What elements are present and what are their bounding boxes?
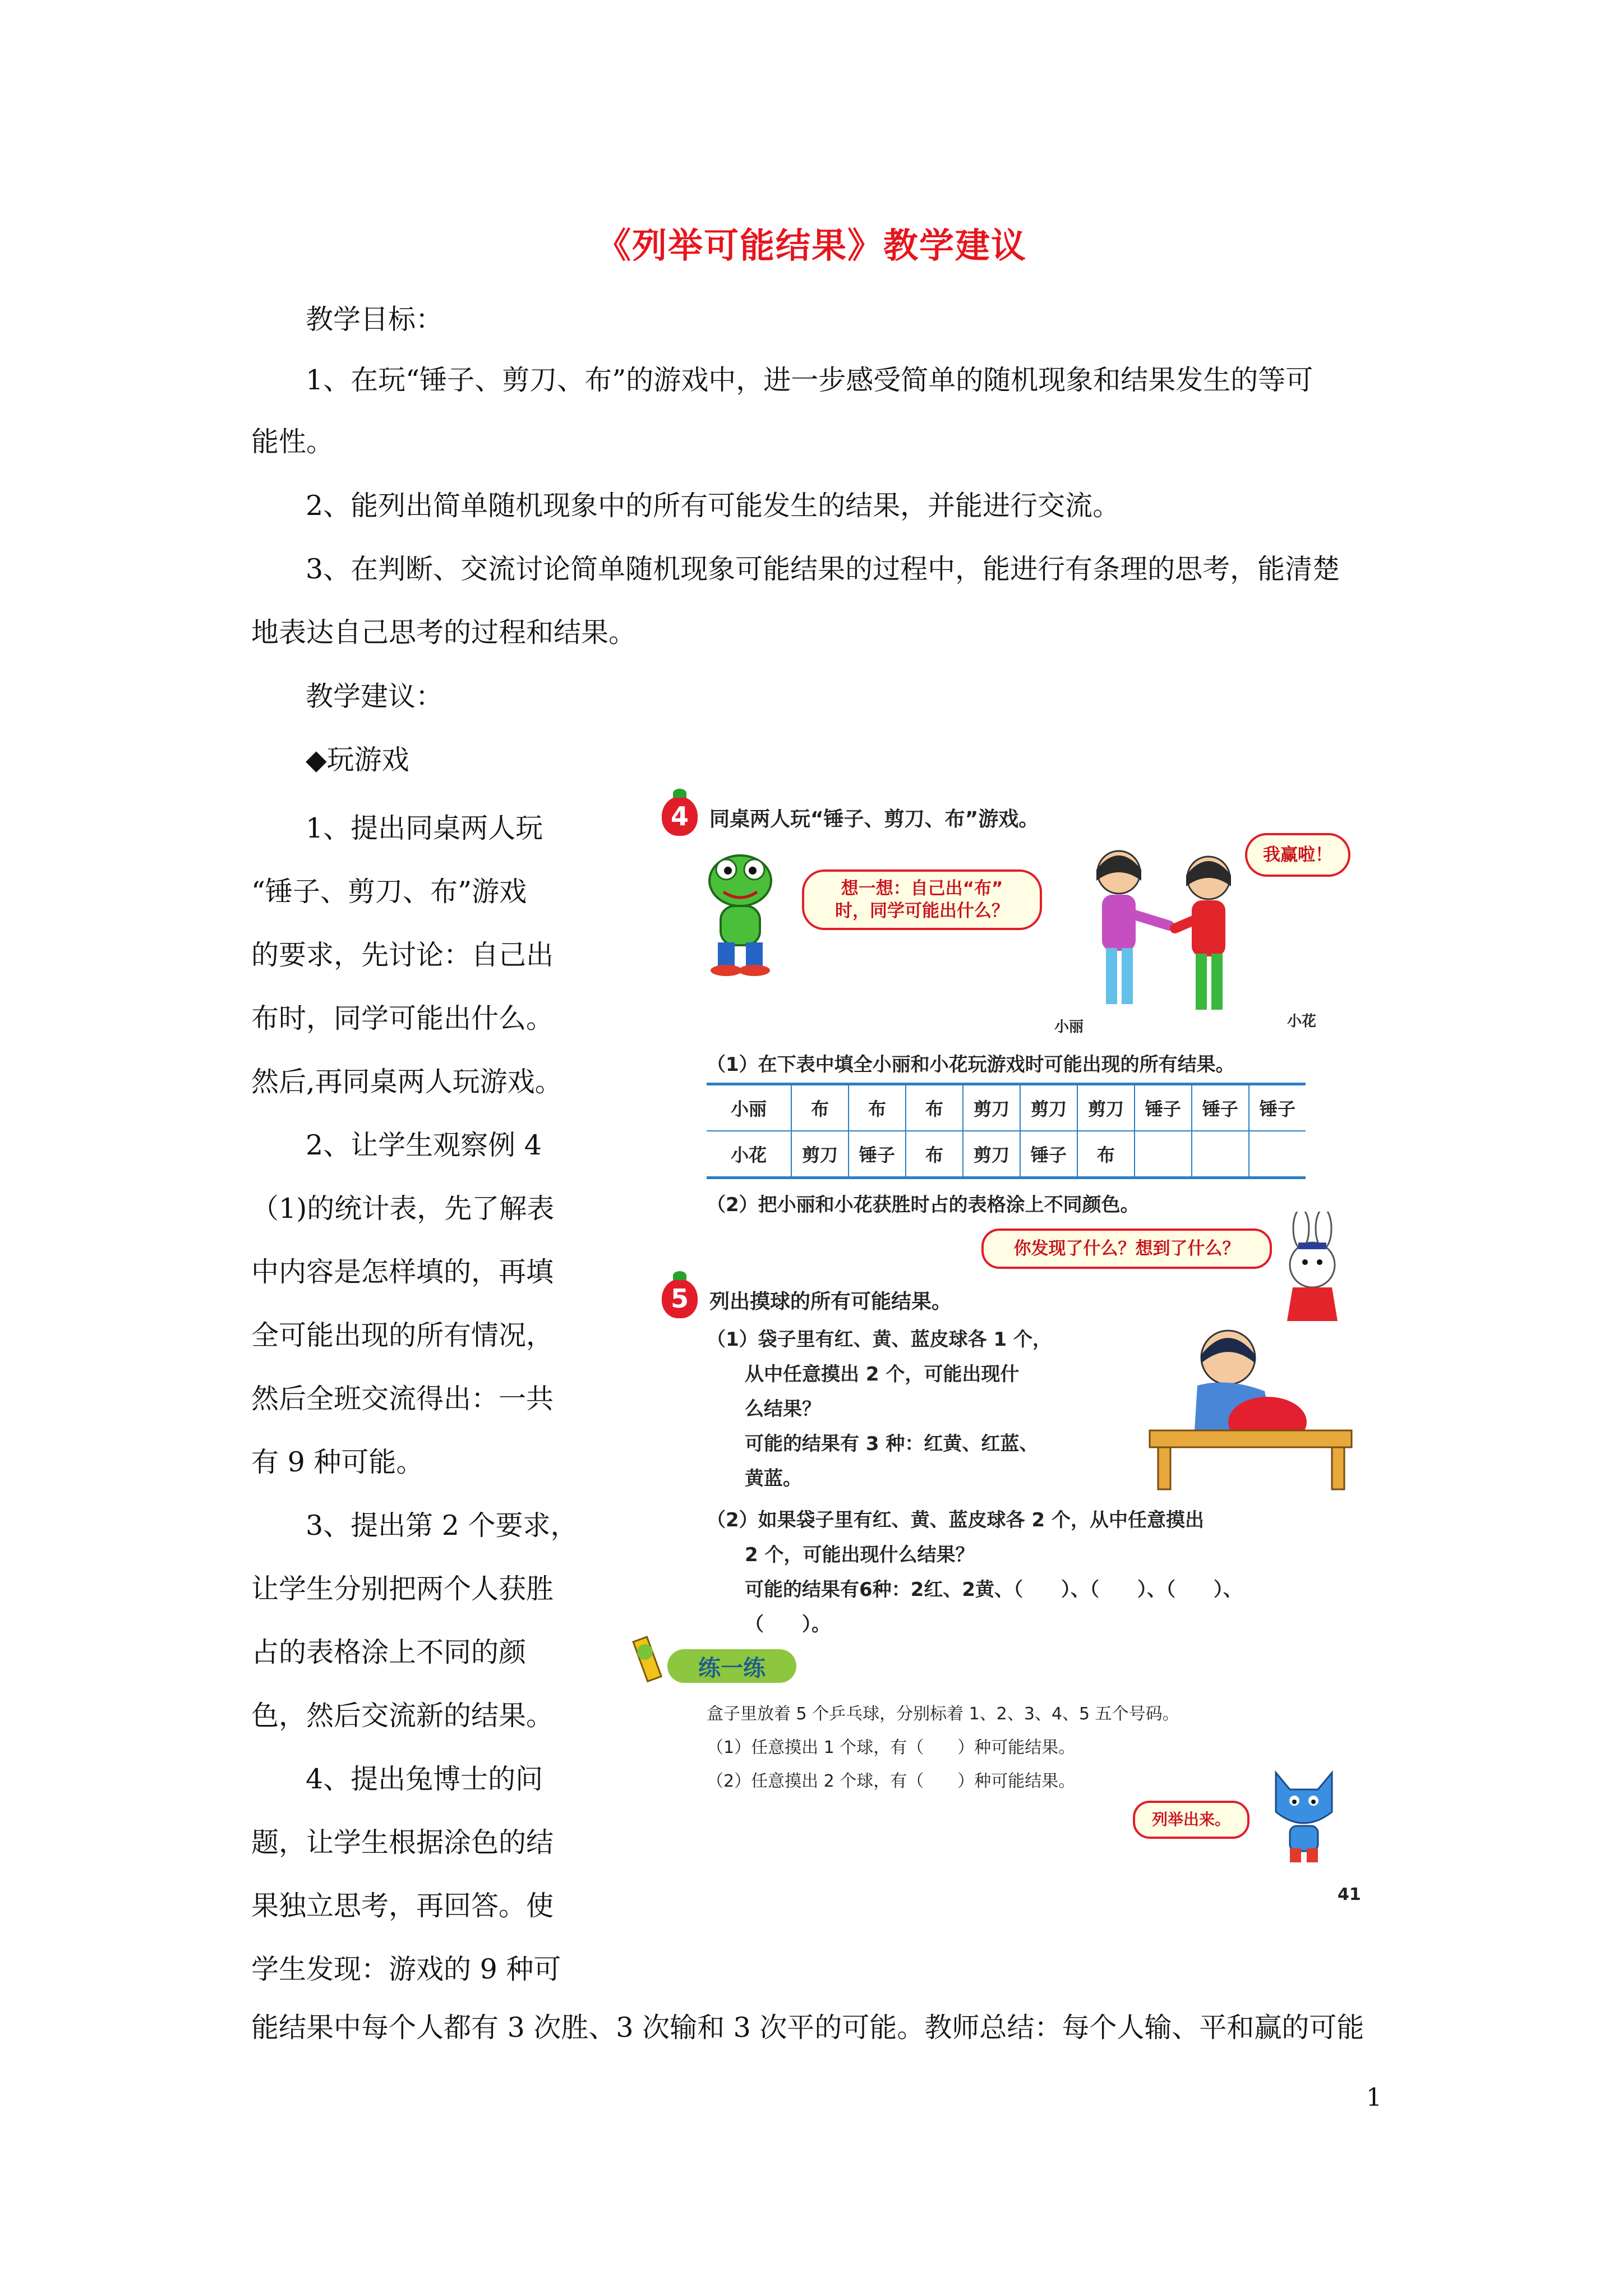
table-row bbox=[707, 1084, 1306, 1131]
goals-heading: 教学目标： bbox=[306, 303, 444, 335]
goal-2: 2、能列出简单随机现象中的所有可能发生的结果，并能进行交流。 bbox=[306, 490, 1121, 522]
win-speech-bubble: 我赢啦！ bbox=[1245, 833, 1350, 877]
table-cell bbox=[1192, 1131, 1249, 1178]
rabbit-doctor-icon bbox=[1273, 1212, 1352, 1324]
column-line: 题，让学生根据涂色的结 bbox=[251, 1826, 554, 1858]
table-row bbox=[707, 1131, 1306, 1178]
column-line: 有 9 种可能。 bbox=[251, 1446, 424, 1478]
table-cell: 剪刀 bbox=[1020, 1084, 1077, 1131]
practice-label: 练一练 bbox=[667, 1649, 796, 1683]
rabbit-speech-bubble: 你发现了什么？想到了什么？ bbox=[981, 1228, 1272, 1269]
column-line: 3、提出第 2 个要求， bbox=[306, 1510, 578, 1542]
results-table bbox=[707, 1083, 1306, 1179]
example-5-badge: 5 bbox=[662, 1279, 698, 1318]
ex5-q1-line-1: （1）袋子里有红、黄、蓝皮球各 1 个， bbox=[707, 1328, 1052, 1351]
frog-speech-bubble bbox=[802, 869, 1042, 930]
ex5-q2-line-4: （ ）。 bbox=[745, 1613, 831, 1636]
example-5-title: 列出摸球的所有可能结果。 bbox=[709, 1290, 952, 1313]
column-line: 然后,再同桌两人玩游戏。 bbox=[251, 1066, 562, 1098]
ex5-q2-line-2: 2 个，可能出现什么结果？ bbox=[745, 1544, 975, 1566]
table-cell: 小丽 bbox=[707, 1084, 791, 1131]
frog-bubble-line-1: 想一想：自己出“布” bbox=[841, 878, 1003, 899]
practice-question-1: （1）任意摸出 1 个球，有（ ）种可能结果。 bbox=[707, 1738, 1076, 1757]
column-line: （1)的统计表，先了解表 bbox=[251, 1193, 555, 1225]
question-2: （2）把小丽和小花获胜时占的表格涂上不同颜色。 bbox=[707, 1194, 1140, 1216]
column-line: “锤子、剪刀、布”游戏 bbox=[251, 876, 527, 908]
cat-speech-bubble: 列举出来。 bbox=[1133, 1801, 1249, 1839]
table-cell: 锤子 bbox=[1135, 1084, 1192, 1131]
column-line: 2、让学生观察例 4 bbox=[306, 1129, 542, 1161]
table-cell: 剪刀 bbox=[791, 1131, 849, 1178]
goal-3-line-1: 3、在判断、交流讨论简单随机现象可能结果的过程中，能进行有条理的思考，能清楚 bbox=[306, 553, 1340, 585]
column-line: 布时，同学可能出什么。 bbox=[251, 1002, 554, 1034]
table-cell: 布 bbox=[906, 1131, 963, 1178]
column-line: 中内容是怎样填的，再填 bbox=[251, 1256, 554, 1288]
question-1: （1）在下表中填全小丽和小花玩游戏时可能出现的所有结果。 bbox=[707, 1053, 1235, 1076]
frog-character-icon bbox=[701, 847, 791, 976]
table-cell bbox=[1249, 1131, 1306, 1178]
column-line: 然后全班交流得出：一共 bbox=[251, 1383, 554, 1415]
table-cell bbox=[1135, 1131, 1192, 1178]
table-cell: 剪刀 bbox=[963, 1084, 1020, 1131]
ex5-q2-line-3: 可能的结果有6种：2红、2黄、（ ）、（ ）、（ ）、 bbox=[745, 1579, 1242, 1601]
name-xiaoli: 小丽 bbox=[1054, 1019, 1084, 1036]
name-xiaohua: 小花 bbox=[1287, 1013, 1317, 1030]
column-line: 全可能出现的所有情况， bbox=[251, 1319, 554, 1351]
table-cell: 布 bbox=[849, 1084, 906, 1131]
table-cell: 锤子 bbox=[849, 1131, 906, 1178]
blue-cat-icon bbox=[1262, 1761, 1346, 1868]
table-cell: 锤子 bbox=[1249, 1084, 1306, 1131]
goal-1-line-1: 1、在玩“锤子、剪刀、布”的游戏中，进一步感受简单的随机现象和结果发生的等可 bbox=[306, 364, 1313, 396]
table-cell: 剪刀 bbox=[1077, 1084, 1135, 1131]
frog-bubble-line-2: 时，同学可能出什么？ bbox=[835, 901, 1009, 921]
column-line: 果独立思考，再回答。使 bbox=[251, 1890, 554, 1922]
column-line: 学生发现：游戏的 9 种可 bbox=[251, 1953, 561, 1985]
example-4-title: 同桌两人玩“锤子、剪刀、布”游戏。 bbox=[709, 808, 1039, 831]
ex5-q1-line-5: 黄蓝。 bbox=[745, 1467, 802, 1490]
table-cell: 布 bbox=[1077, 1131, 1135, 1178]
textbook-page-number: 41 bbox=[1338, 1885, 1361, 1904]
column-line: 的要求，先讨论：自己出 bbox=[251, 939, 554, 971]
practice-question-2: （2）任意摸出 2 个球，有（ ）种可能结果。 bbox=[707, 1772, 1076, 1791]
page-title: 《列举可能结果》教学建议 bbox=[596, 225, 1027, 266]
advice-heading: 教学建议： bbox=[306, 680, 444, 712]
ex5-q1-line-3: 么结果？ bbox=[745, 1398, 821, 1420]
goal-3-line-2: 地表达自己思考的过程和结果。 bbox=[251, 616, 637, 648]
page-number: 1 bbox=[1366, 2083, 1382, 2112]
practice-intro: 盒子里放着 5 个乒乓球，分别标着 1、2、3、4、5 五个号码。 bbox=[707, 1704, 1179, 1724]
goal-1-line-2: 能性。 bbox=[251, 426, 334, 458]
ex5-q1-line-4: 可能的结果有 3 种：红黄、红蓝、 bbox=[745, 1433, 1039, 1455]
column-line: 占的表格涂上不同的颜 bbox=[251, 1636, 527, 1668]
column-line: 1、提出同桌两人玩 bbox=[306, 812, 543, 844]
column-line: 色，然后交流新的结果。 bbox=[251, 1700, 554, 1732]
pencil-icon bbox=[628, 1632, 667, 1694]
ex5-q2-line-1: （2）如果袋子里有红、黄、蓝皮球各 2 个，从中任意摸出 bbox=[707, 1509, 1204, 1531]
section-play-heading: ◆玩游戏 bbox=[306, 744, 409, 776]
column-line: 4、提出兔博士的问 bbox=[306, 1763, 543, 1795]
two-girls-playing-icon bbox=[1066, 841, 1279, 1027]
column-line: 让学生分别把两个人获胜 bbox=[251, 1573, 554, 1605]
textbook-illustration bbox=[639, 785, 1374, 1930]
boy-with-bag-icon bbox=[1144, 1324, 1357, 1492]
table-cell: 小花 bbox=[707, 1131, 791, 1178]
table-cell: 布 bbox=[906, 1084, 963, 1131]
table-cell: 布 bbox=[791, 1084, 849, 1131]
table-cell: 剪刀 bbox=[963, 1131, 1020, 1178]
example-4-badge: 4 bbox=[662, 797, 698, 836]
table-cell: 锤子 bbox=[1020, 1131, 1077, 1178]
ex5-q1-line-2: 从中任意摸出 2 个，可能出现什 bbox=[745, 1363, 1020, 1386]
bottom-line: 能结果中每个人都有 3 次胜、3 次输和 3 次平的可能。教师总结：每个人输、平和赢的可能 bbox=[251, 2012, 1364, 2044]
table-cell: 锤子 bbox=[1192, 1084, 1249, 1131]
